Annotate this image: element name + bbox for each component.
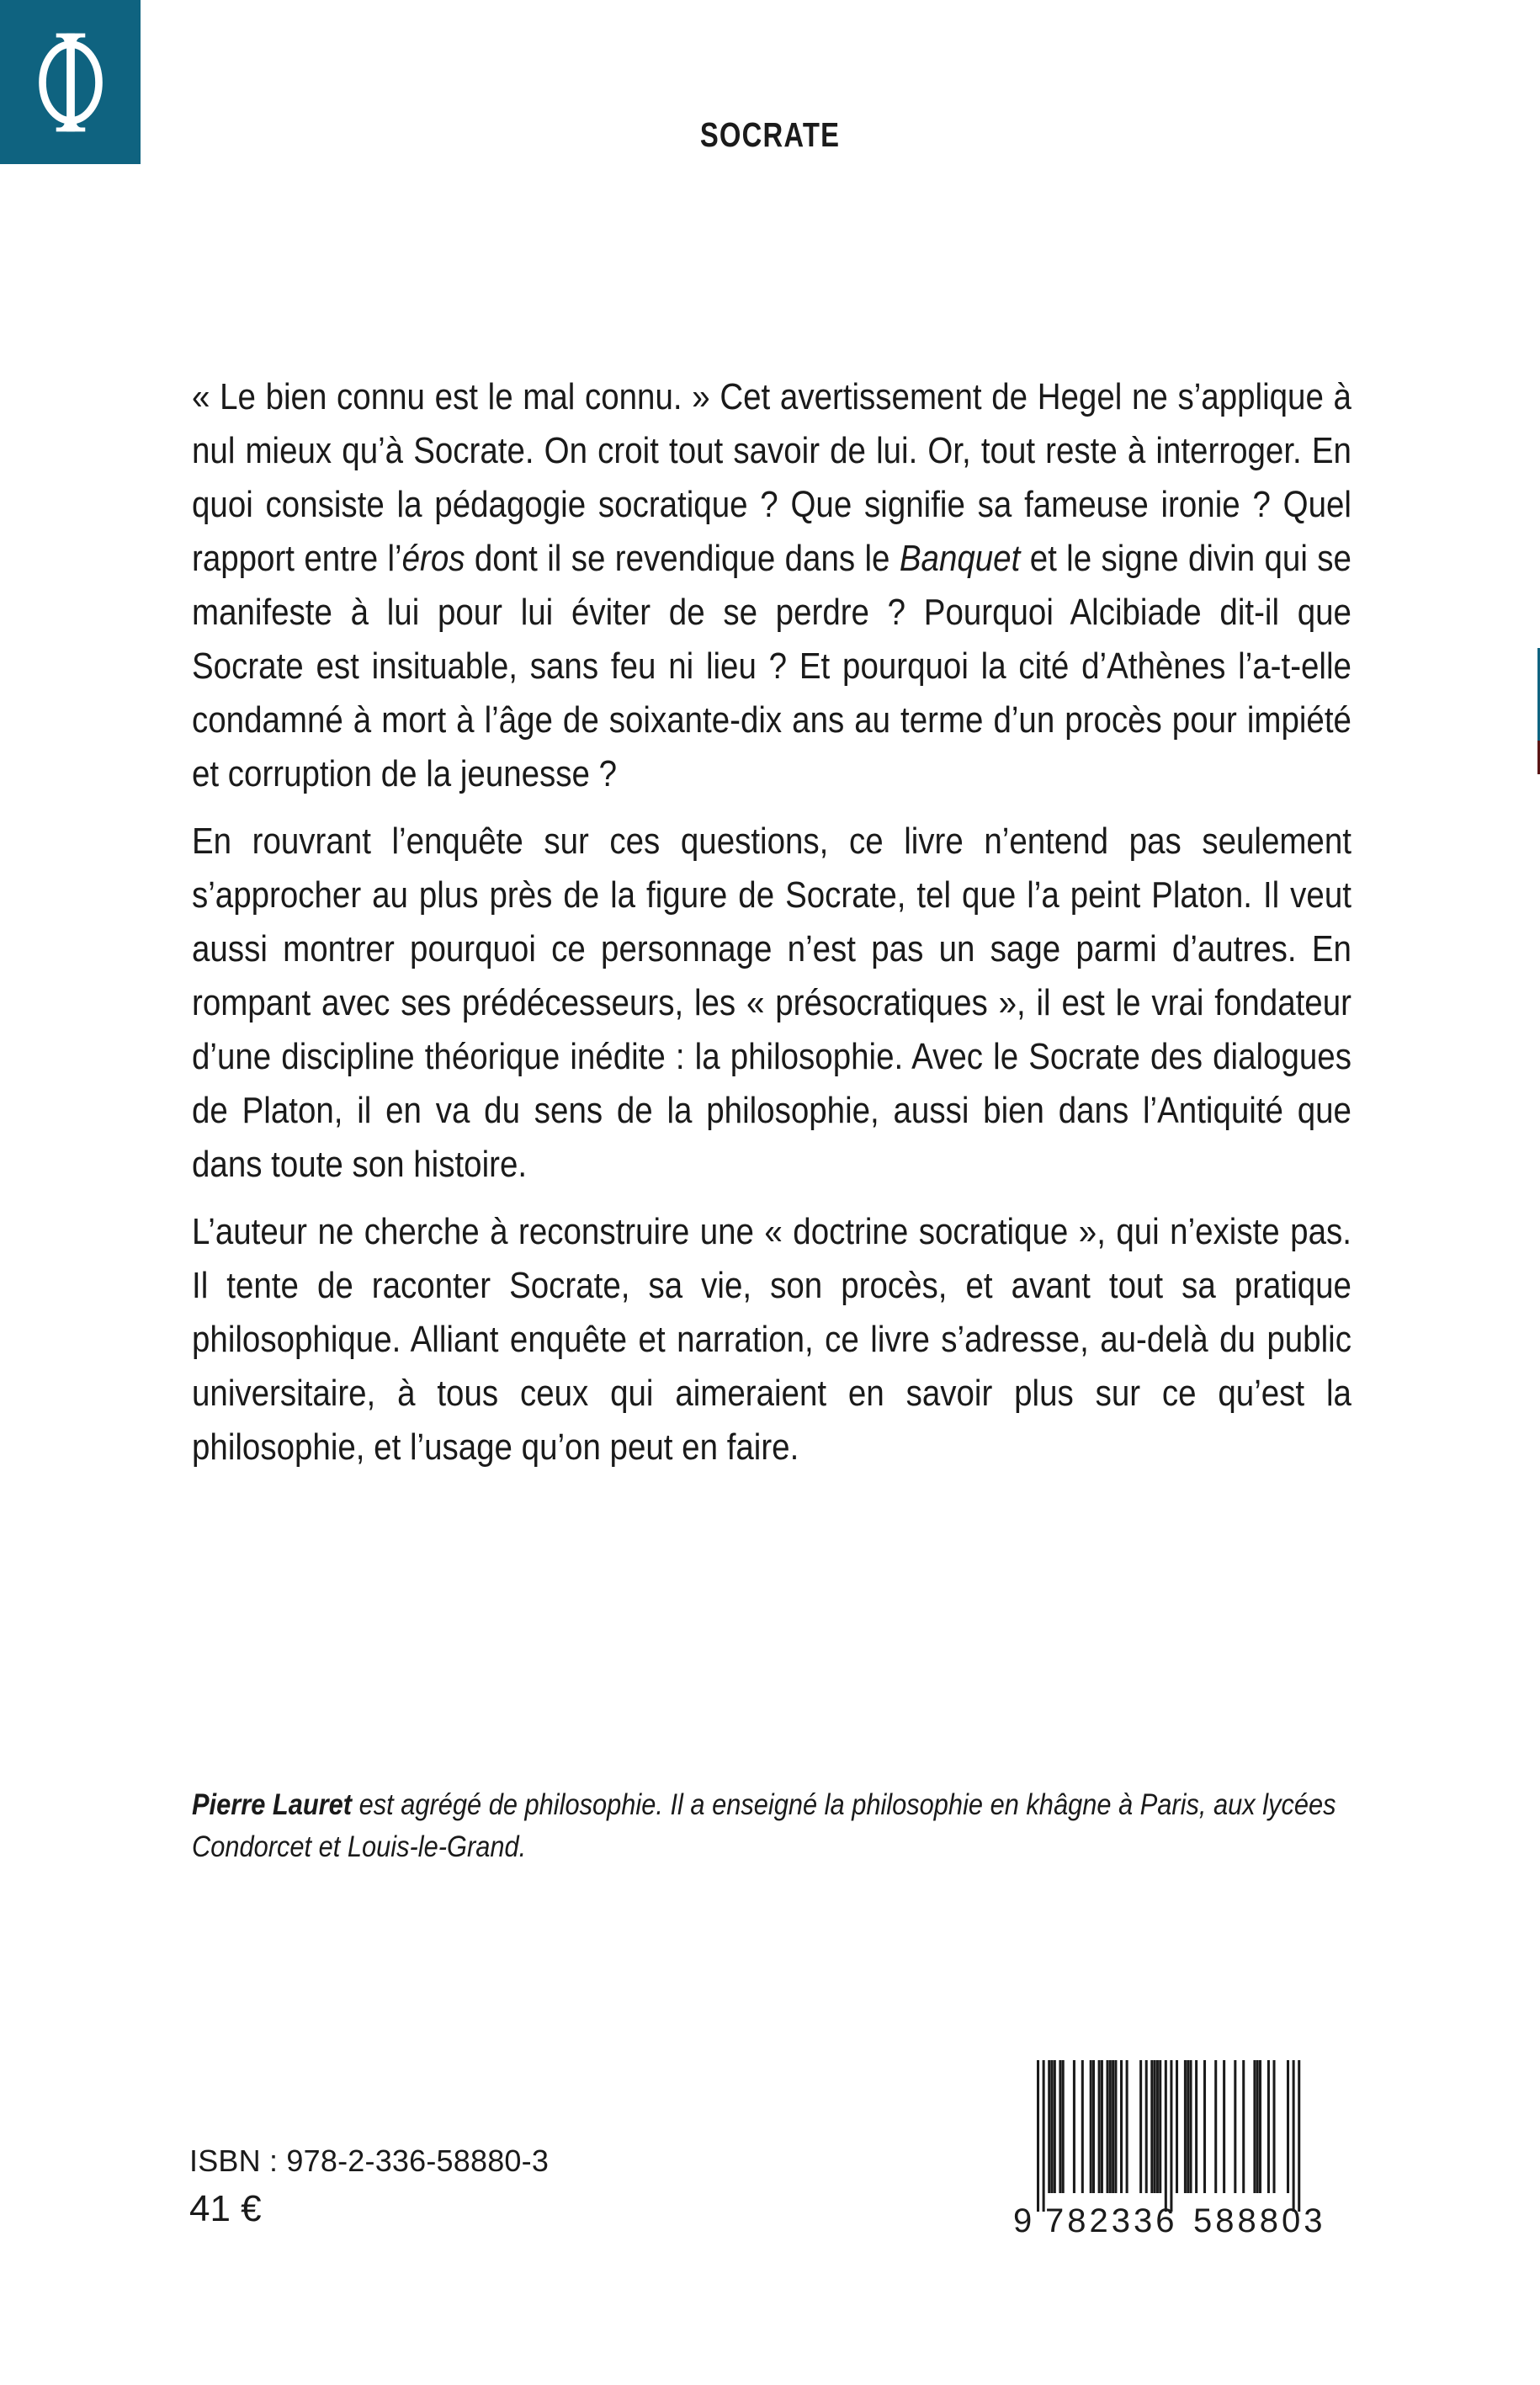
back-cover-blurb — [192, 370, 1351, 1488]
author-name: Pierre Lauret — [192, 1788, 353, 1821]
author-note-text — [192, 1784, 1351, 1868]
publisher-logo-block — [0, 0, 141, 164]
greek-phi-logo-icon — [25, 29, 116, 135]
barcode-digit-left: 9 — [1013, 2202, 1033, 2235]
author-biography-note — [192, 1784, 1351, 1868]
blurb-paragraph-2: En rouvrant l’enquête sur ces questions, ce livre n’entend pas seulement s’approcher au plus près de la figure de Socrate, tel que l’a peint Platon. Il veut aussi montrer pourquoi ce personnage n’est pas un sage parmi d’autres. En rompant avec ses prédécesseurs, les « présocratiques », il est le vrai fondateur d’une discipline théorique inédite : la philosophie. Avec le Socrate des dialogues de Platon, il en va du sens de la philosophie, aussi bien dans l’Antiquité que dans toute son histoire. — [192, 821, 1351, 1185]
ean13-barcode — [1006, 2053, 1355, 2235]
price-text: 41 € — [189, 2188, 262, 2229]
barcode-group-1: 782336 — [1045, 2202, 1178, 2235]
isbn-price-block — [189, 2138, 549, 2234]
barcode-graphic — [1006, 2053, 1355, 2235]
blurb-paragraph-1: « Le bien connu est le mal connu. » Cet avertissement de Hegel ne s’applique à nul mieux qu’à Socrate. On croit tout savoir de lui. Or, tout reste à interroger. En quoi consiste la pédagogie socratique ? Que signifie sa fameuse ironie ? Quel rapport entre l’éros dont il se revendique dans le Banquet et le signe divin qui se manifeste à lui pour lui éviter de se perdre ? Pourquoi Alcibiade dit-il que Socrate est insituable, sans feu ni lieu ? Et pourquoi la cité d’Athènes l’a-t-elle condamné à mort à l’âge de soixante-dix ans au terme d’un procès pour impiété et corruption de la jeunesse ? — [192, 377, 1351, 794]
blurb-paragraph-3: L’auteur ne cherche à reconstruire une « doctrine socratique », qui n’existe pas. Il tente de raconter Socrate, sa vie, son procès, et avant tout sa pratique philosophique. Alliant enquête et narration, ce livre s’adresse, au-delà du public universitaire, à tous ceux qui aimeraient en savoir plus sur ce qu’est la philosophie, et l’usage qu’on peut en faire. — [192, 1212, 1351, 1468]
author-note-body: est agrégé de philosophie. Il a enseigné la philosophie en khâgne à Paris, aux lycées Condorcet et Louis-le-Grand. — [192, 1788, 1336, 1863]
isbn-text: ISBN : 978-2-336-58880-3 — [189, 2143, 550, 2178]
running-head-title: SOCRATE — [699, 115, 841, 154]
barcode-group-2: 588803 — [1193, 2202, 1326, 2235]
